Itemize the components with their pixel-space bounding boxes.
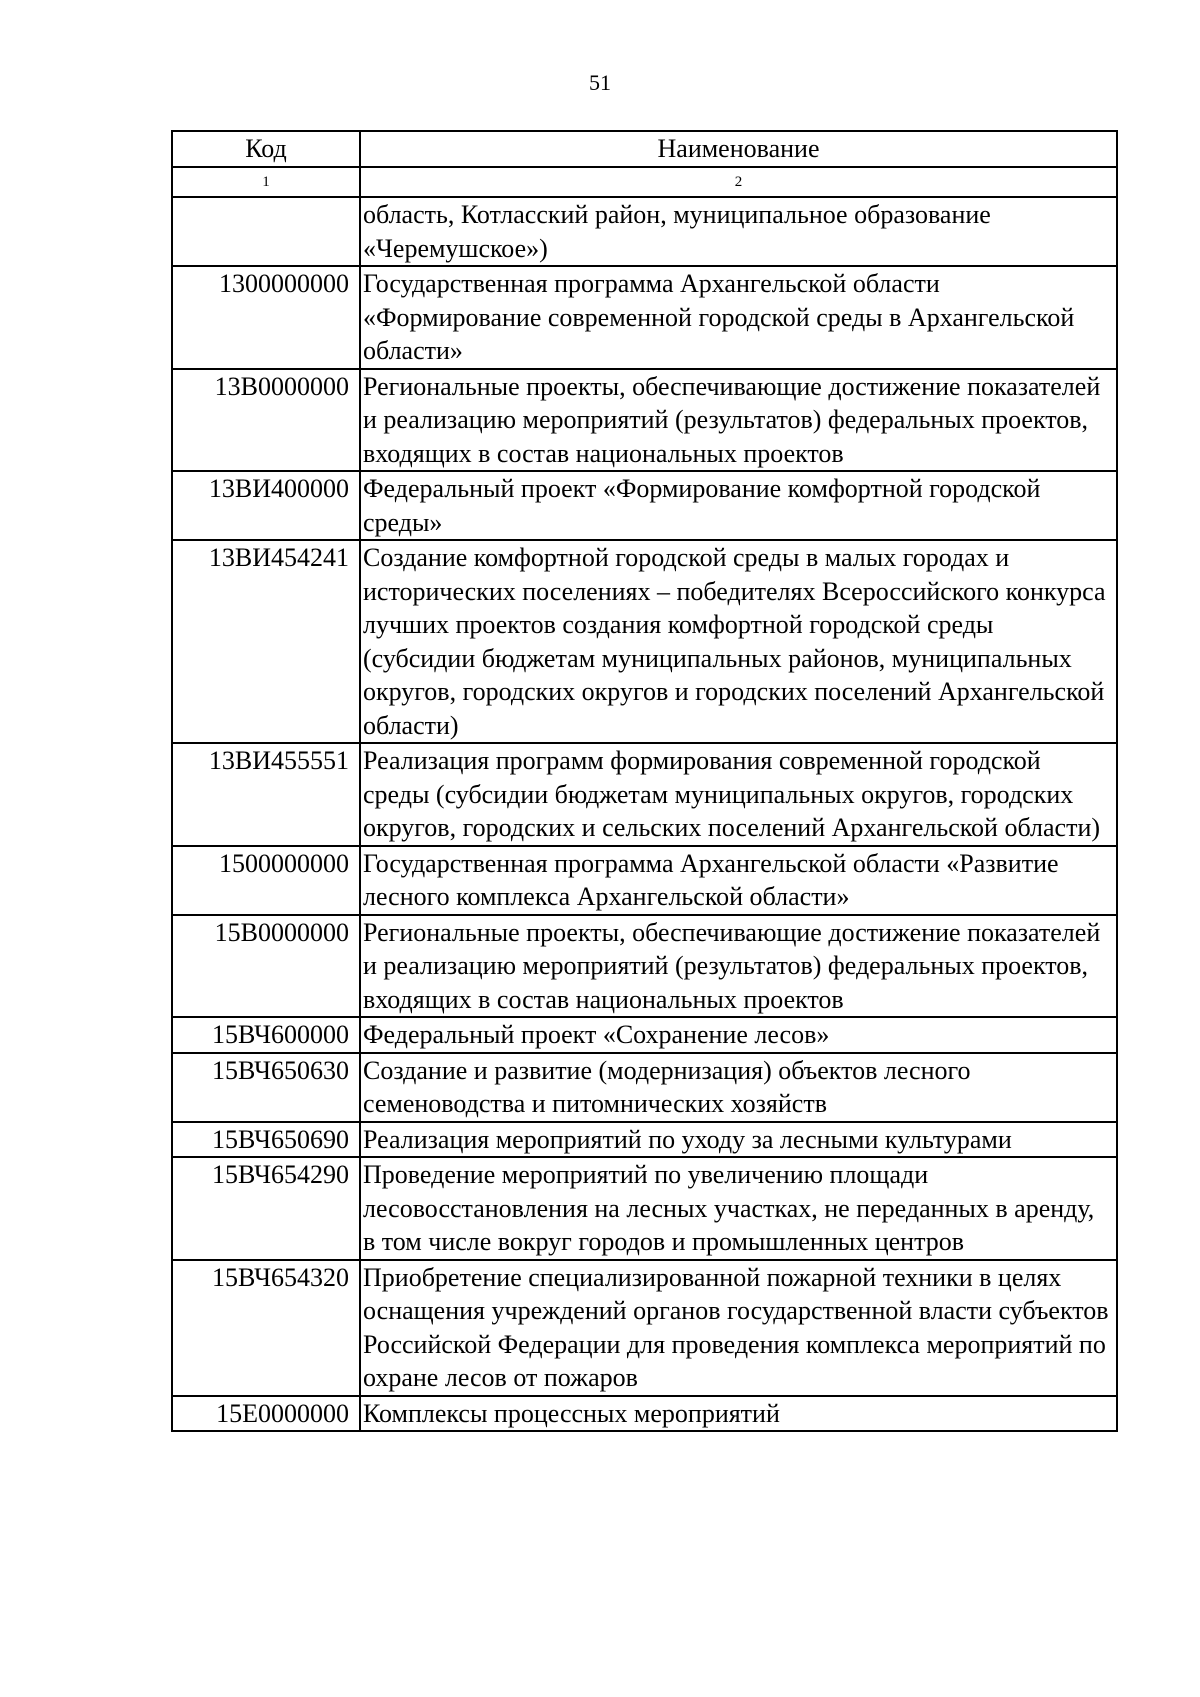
- row-code: 13ВИ454241: [172, 540, 360, 743]
- budget-code-table: [171, 130, 1118, 1432]
- row-name: Региональные проекты, обеспечивающие достижение показателей и реализацию мероприятий (результатов) федеральных проектов, входящих в состав национальных проектов: [360, 369, 1117, 472]
- row-name: Реализация программ формирования современной городской среды (субсидии бюджетам муниципальных округов, городских округов, городских и сельских поселений Архангельской области): [360, 743, 1117, 846]
- row-code: 15ВЧ654290: [172, 1157, 360, 1260]
- row-code: 15Е0000000: [172, 1396, 360, 1432]
- table-row: [172, 1396, 1117, 1432]
- column-header-name: Наименование: [360, 131, 1117, 167]
- page-number: 51: [589, 70, 611, 95]
- row-name: Приобретение специализированной пожарной техники в целях оснащения учреждений органов государственной власти субъектов Российской Федерации для проведения комплекса мероприятий по охране лесов от пожаров: [360, 1260, 1117, 1396]
- row-code: 13В0000000: [172, 369, 360, 472]
- row-name: Комплексы процессных мероприятий: [360, 1396, 1117, 1432]
- row-code: 15В0000000: [172, 915, 360, 1018]
- table-row: [172, 197, 1117, 266]
- row-code: 15ВЧ650690: [172, 1122, 360, 1158]
- column-header-code: Код: [172, 131, 360, 167]
- row-code: 15ВЧ650630: [172, 1053, 360, 1122]
- table-row: [172, 846, 1117, 915]
- table-row: [172, 1260, 1117, 1396]
- table-row: [172, 1017, 1117, 1053]
- table-row: [172, 743, 1117, 846]
- row-code: 1300000000: [172, 266, 360, 369]
- table-header-row: [172, 131, 1117, 167]
- row-code: 15ВЧ654320: [172, 1260, 360, 1396]
- row-name: Проведение мероприятий по увеличению площади лесовосстановления на лесных участках, не переданных в аренду, в том числе вокруг городов и промышленных центров: [360, 1157, 1117, 1260]
- column-number-code: 1: [172, 167, 360, 197]
- row-code: 13ВИ455551: [172, 743, 360, 846]
- row-name: Федеральный проект «Формирование комфортной городской среды»: [360, 471, 1117, 540]
- row-name: область, Котласский район, муниципальное образование «Черемушское»): [360, 197, 1117, 266]
- row-code: 13ВИ400000: [172, 471, 360, 540]
- table-row: [172, 1053, 1117, 1122]
- table-row: [172, 540, 1117, 743]
- row-name: Государственная программа Архангельской области «Формирование современной городской среды в Архангельской области»: [360, 266, 1117, 369]
- table-row: [172, 266, 1117, 369]
- table-row: [172, 1122, 1117, 1158]
- row-name: Создание комфортной городской среды в малых городах и исторических поселениях – победителях Всероссийского конкурса лучших проектов создания комфортной городской среды (субсидии бюджетам муниципальных районов, муниципальных округов, городских округов и городских поселений Архангельской области): [360, 540, 1117, 743]
- row-code: [172, 197, 360, 266]
- row-name: Государственная программа Архангельской области «Развитие лесного комплекса Архангельской области»: [360, 846, 1117, 915]
- row-name: Региональные проекты, обеспечивающие достижение показателей и реализацию мероприятий (результатов) федеральных проектов, входящих в состав национальных проектов: [360, 915, 1117, 1018]
- row-code: 15ВЧ600000: [172, 1017, 360, 1053]
- row-name: Создание и развитие (модернизация) объектов лесного семеноводства и питомнических хозяйств: [360, 1053, 1117, 1122]
- column-number-name: 2: [360, 167, 1117, 197]
- table-row: [172, 1157, 1117, 1260]
- table-row: [172, 471, 1117, 540]
- column-number-row: [172, 167, 1117, 197]
- table-row: [172, 915, 1117, 1018]
- row-code: 1500000000: [172, 846, 360, 915]
- row-name: Реализация мероприятий по уходу за лесными культурами: [360, 1122, 1117, 1158]
- row-name: Федеральный проект «Сохранение лесов»: [360, 1017, 1117, 1053]
- table-row: [172, 369, 1117, 472]
